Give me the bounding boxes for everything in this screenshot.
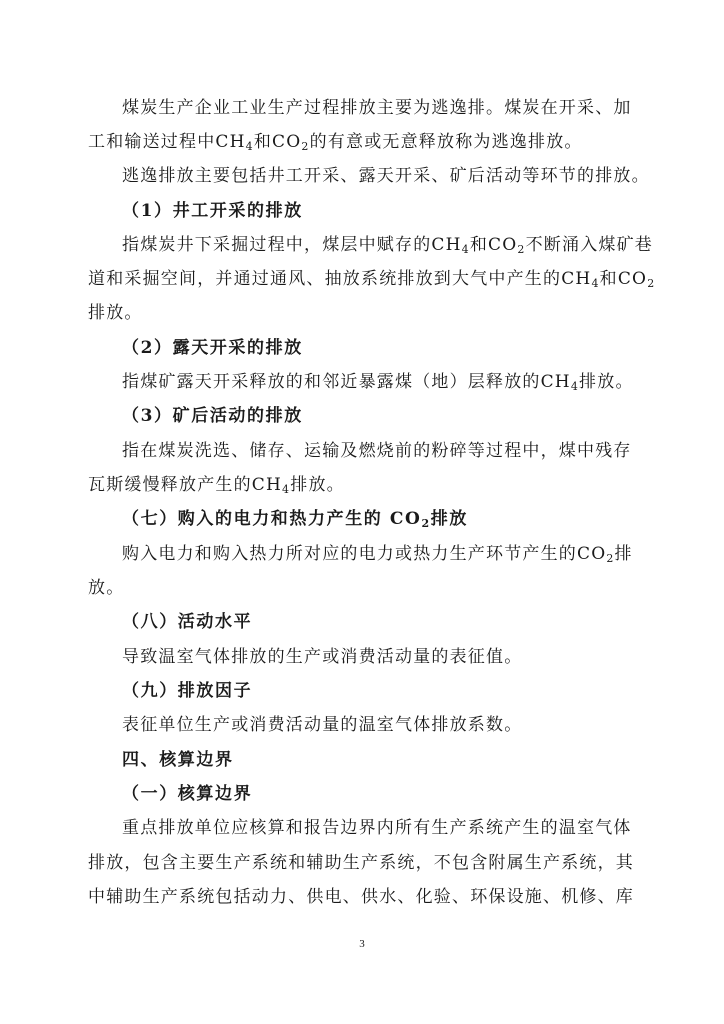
paragraph-line: 导致温室气体排放的生产或消费活动量的表征值。 [122, 647, 523, 667]
paragraph-line: 指煤矿露天开采释放的和邻近暴露煤（地）层释放的$CH_4$排放。 [122, 372, 634, 393]
section-heading: （1）井工开采的排放 [122, 201, 303, 221]
paragraph-line: 中辅助生产系统包括动力、供电、供水、化验、环保设施、机修、库 [88, 887, 634, 907]
section-heading: （八）活动水平 [122, 612, 253, 632]
paragraph-line: 重点排放单位应核算和报告边界内所有生产系统产生的温室气体 [122, 818, 632, 838]
paragraph-line: 指在煤炭洗选、储存、运输及燃烧前的粉碎等过程中，煤中残存 [122, 441, 632, 461]
paragraph-line: 瓦斯缓慢释放产生的$CH_4$排放。 [88, 475, 345, 496]
section-heading: （九）排放因子 [122, 681, 253, 701]
section-heading: （七）购入的电力和热力产生的 $CO_2$排放 [122, 509, 468, 530]
paragraph-line: 工和输送过程中$CH_4$和$CO_2$的有意或无意释放称为逃逸排放。 [88, 132, 583, 153]
paragraph-line: 购入电力和购入热力所对应的电力或热力生产环节产生的$CO_2$排 [122, 544, 633, 565]
paragraph-line: 指煤炭井下采掘过程中，煤层中赋存的$CH_4$和$CO_2$不断涌入煤矿巷 [122, 235, 653, 256]
paragraph-line: 表征单位生产或消费活动量的温室气体排放系数。 [122, 715, 523, 735]
paragraph-line: 排放。 [88, 303, 143, 323]
paragraph-line: 逃逸排放主要包括井工开采、露天开采、矿后活动等环节的排放。 [122, 166, 650, 186]
section-heading: （3）矿后活动的排放 [122, 406, 303, 426]
page-number: 3 [359, 938, 365, 950]
paragraph-line: 道和采掘空间，并通过通风、抽放系统排放到大气中产生的$CH_4$和$CO_2$ [88, 269, 656, 290]
paragraph-line: 煤炭生产企业工业生产过程排放主要为逃逸排。煤炭在开采、加 [122, 98, 632, 118]
section-heading: （2）露天开采的排放 [122, 338, 303, 358]
paragraph-line: 排放，包含主要生产系统和辅助生产系统，不包含附属生产系统，其 [88, 853, 634, 873]
section-heading: （一）核算边界 [122, 784, 253, 804]
paragraph-line: 放。 [88, 578, 125, 598]
chapter-heading: 四、核算边界 [122, 750, 234, 770]
